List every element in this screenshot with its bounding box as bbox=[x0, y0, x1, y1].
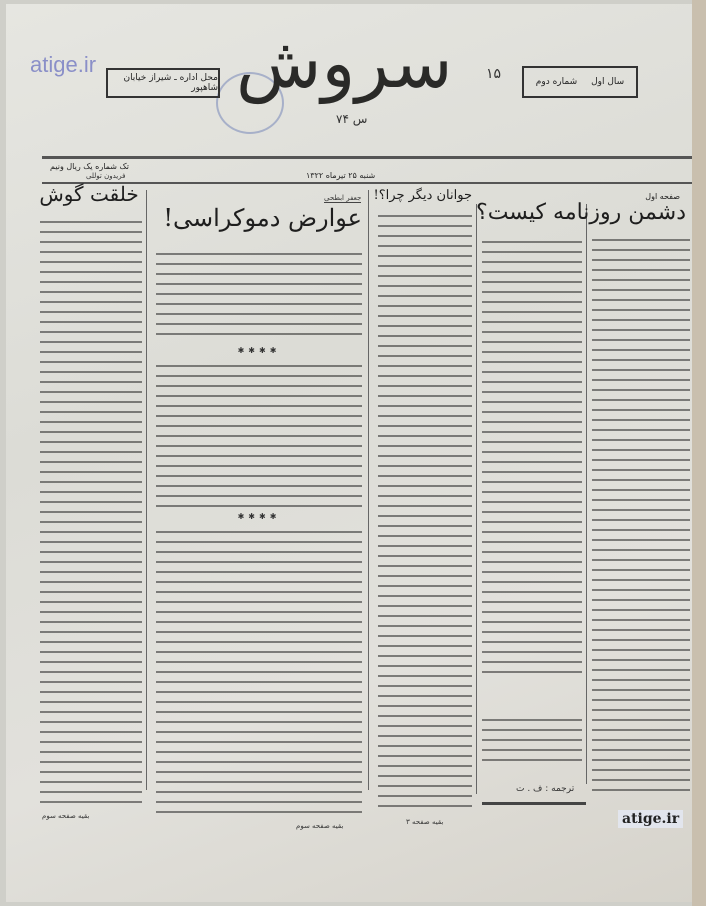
headline-democracy: عوارض دموکراسی! bbox=[163, 204, 362, 232]
column-divider bbox=[368, 190, 369, 790]
article-body bbox=[592, 234, 690, 794]
headline-ear-creation: خلقت گوش bbox=[39, 182, 139, 206]
divider bbox=[482, 802, 586, 805]
separator-stars: ✱✱✱✱ bbox=[237, 346, 281, 355]
continued-note: بقیه صفحه سوم bbox=[296, 822, 344, 830]
column-divider bbox=[476, 204, 477, 794]
author: فریدون توللی bbox=[86, 172, 126, 180]
column-divider bbox=[586, 204, 587, 784]
issue-box bbox=[522, 66, 638, 98]
watermark-logo: atige.ir bbox=[618, 810, 683, 828]
handwritten-mark: س ۷۴ bbox=[336, 112, 368, 126]
address: محل اداره ـ شیراز خیابان شاهپور bbox=[123, 73, 218, 93]
article-body bbox=[482, 236, 582, 676]
page-edge bbox=[692, 0, 706, 906]
continued-note: بقیه صفحه ۳ bbox=[406, 818, 444, 826]
article-body bbox=[156, 526, 362, 816]
article-body bbox=[482, 714, 582, 764]
page-label: صفحه اول bbox=[645, 192, 680, 201]
column-divider bbox=[146, 190, 147, 790]
newspaper-page bbox=[6, 4, 696, 902]
article-body bbox=[378, 210, 472, 810]
article-body bbox=[156, 360, 362, 510]
article-body bbox=[40, 216, 142, 806]
headline-youth-why: جوانان دیگر چرا؟! bbox=[373, 188, 472, 203]
author: جعفر ابطحی bbox=[324, 194, 362, 202]
continued-note: بقیه صفحه سوم bbox=[42, 812, 90, 820]
address-box bbox=[106, 68, 220, 98]
translator: ترجمه : ف . ت bbox=[516, 784, 575, 794]
handwritten-number: ۱۵ bbox=[486, 66, 502, 82]
divider bbox=[42, 156, 692, 159]
price: تک شماره یک ریال ونیم bbox=[50, 162, 129, 171]
watermark: atige.ir bbox=[30, 52, 97, 77]
headline-newspaper-enemy: دشمن روزنامه کیست؟ bbox=[476, 200, 686, 225]
issue-number: شماره دوم bbox=[535, 77, 578, 87]
article-body bbox=[156, 248, 362, 343]
separator-stars: ✱✱✱✱ bbox=[237, 512, 281, 521]
year: سال اول bbox=[591, 77, 625, 87]
date: شنبه ۲۵ تیرماه ۱۳۲۲ bbox=[306, 171, 376, 180]
masthead-title: سروش bbox=[236, 22, 453, 104]
